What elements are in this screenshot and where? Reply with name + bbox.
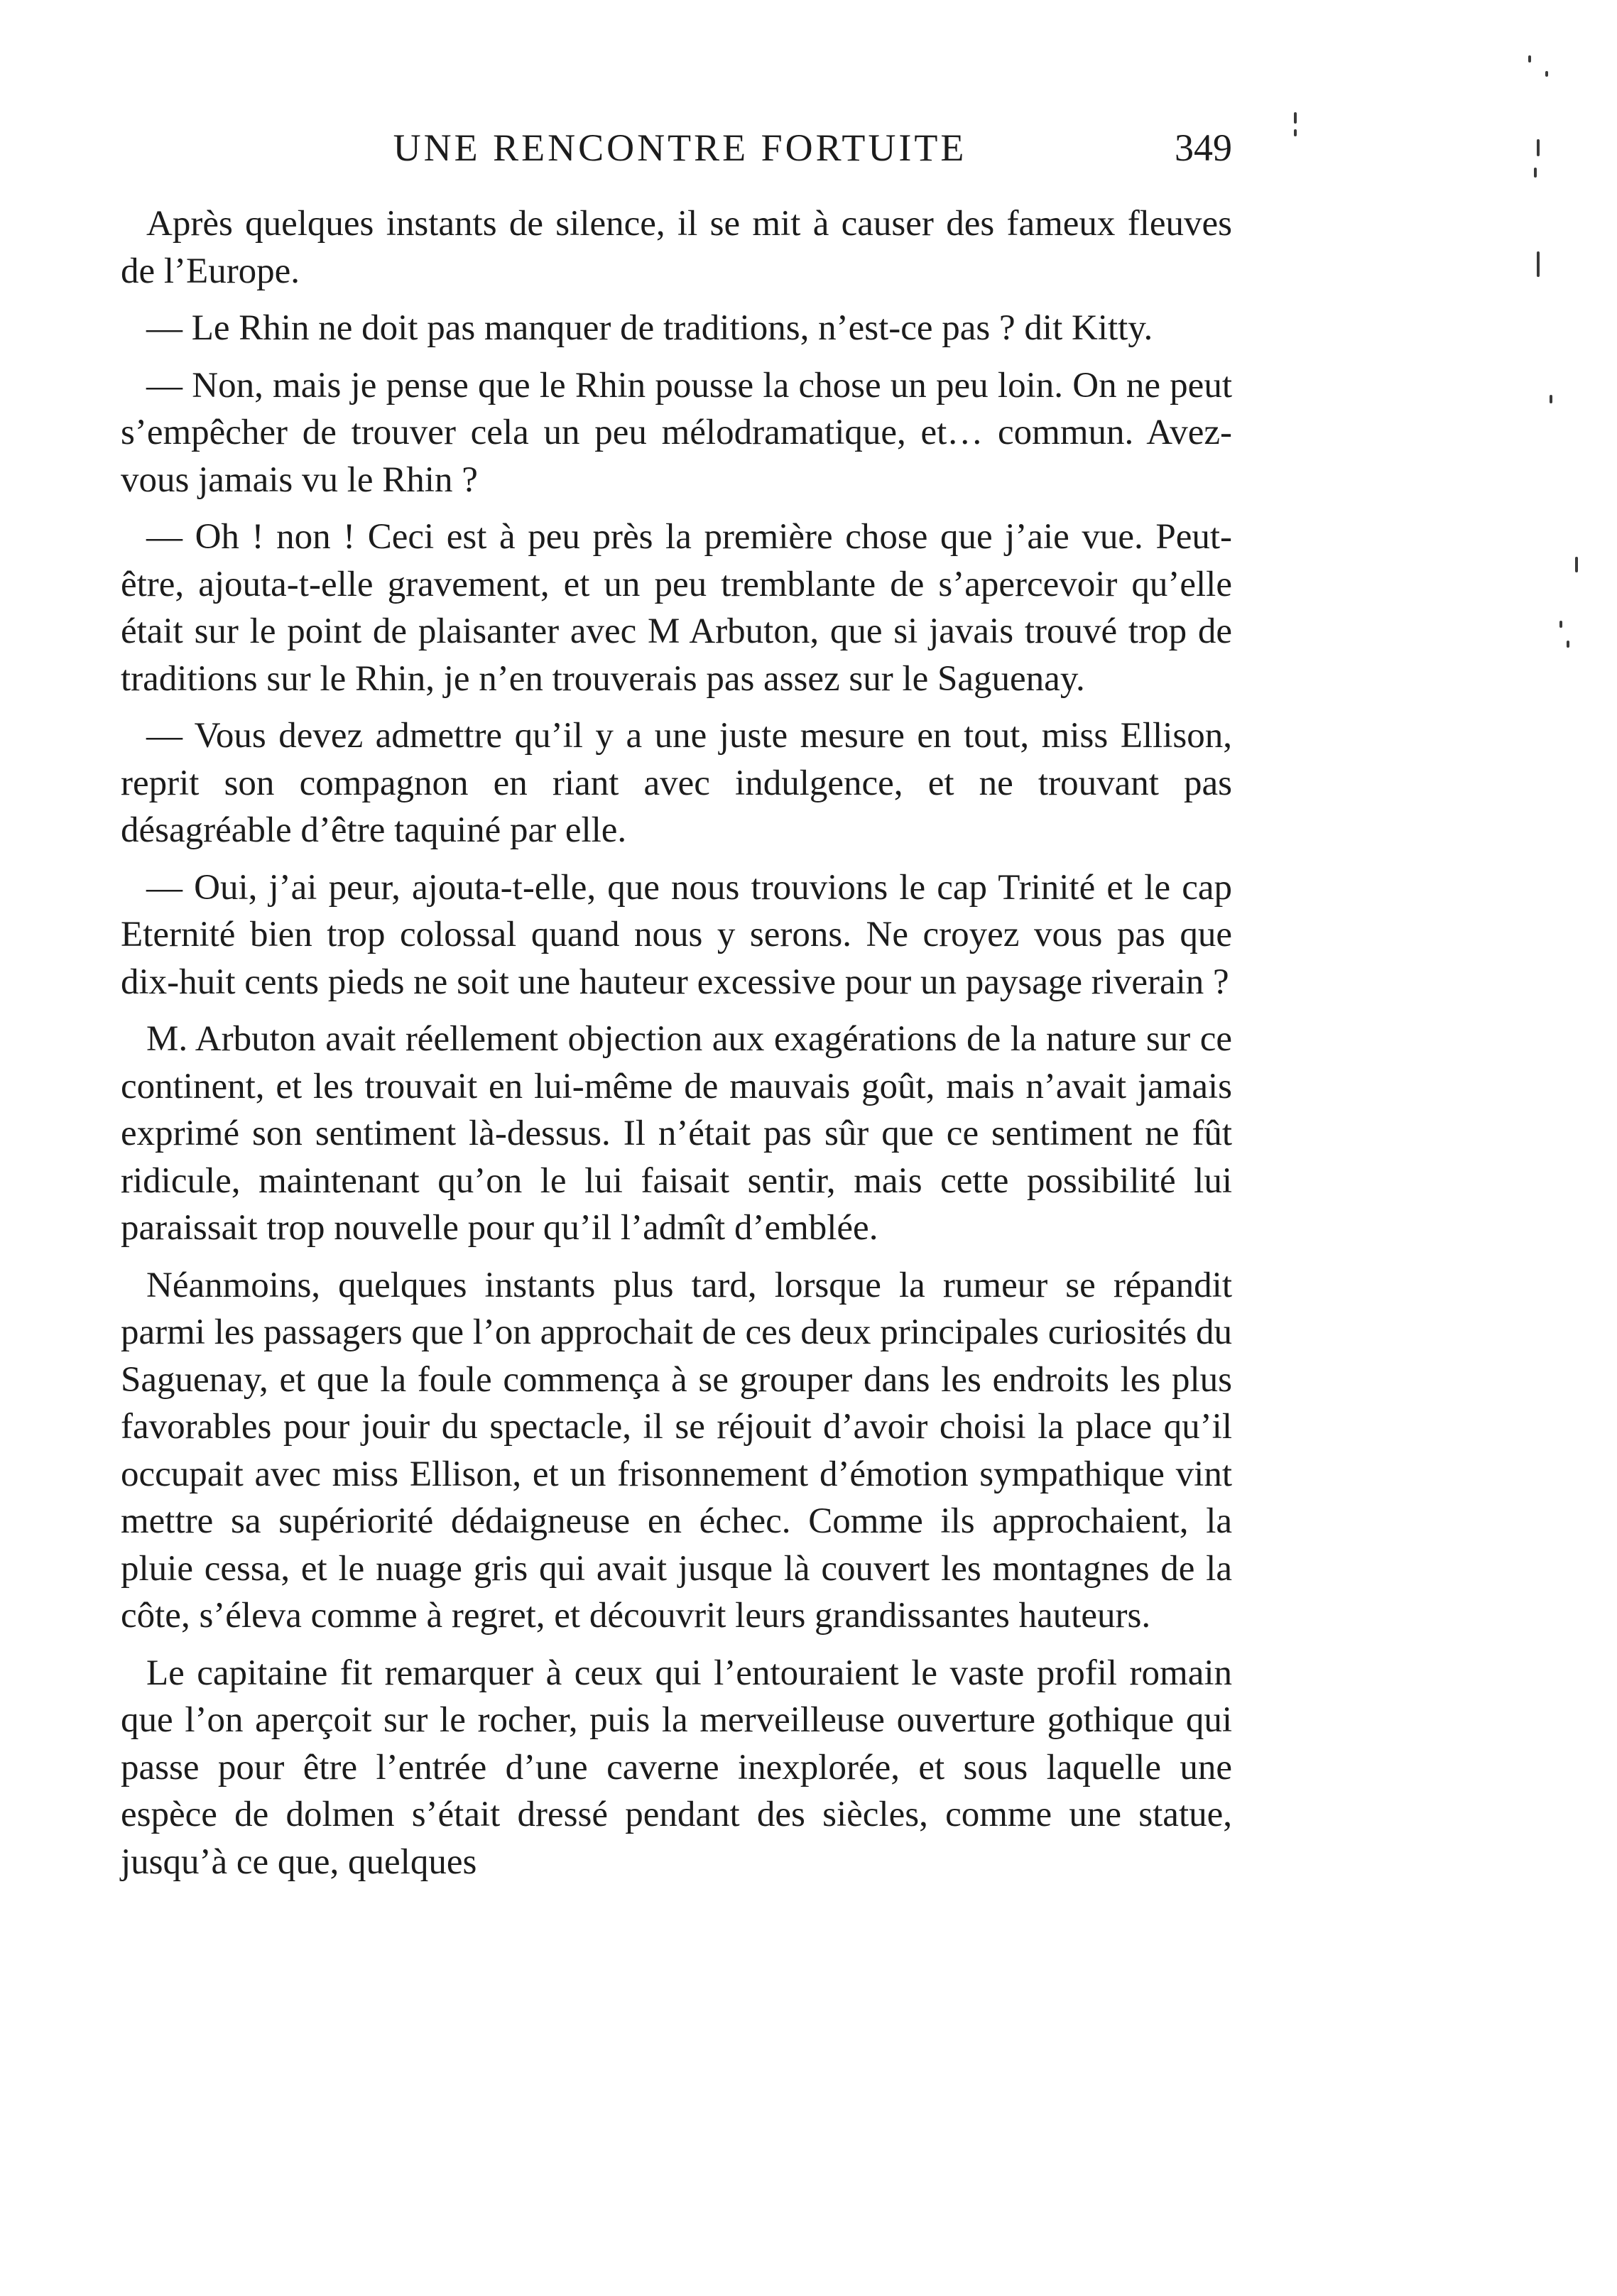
paragraph-6: — Oui, j’ai peur, ajouta-t-elle, que nous trouvions le cap Trinité et le cap Eternité bien trop colossal quand nous y serons. Ne croyez vous pas que dix-huit cents pieds ne soit une hauteur excessive pour un paysage riverain ? [121, 867, 1232, 1002]
scan-speck [1575, 557, 1578, 572]
paragraph-3: — Non, mais je pense que le Rhin pousse la chose un peu loin. On ne peut s’empêcher de trouver cela un peu mélodramatique, et… commun. Avez-vous jamais vu le Rhin ? [121, 365, 1232, 500]
scan-speck [1550, 395, 1552, 403]
scan-speck [1294, 129, 1297, 136]
scan-speck [1567, 641, 1569, 648]
scan-speck [1537, 251, 1540, 277]
paragraph-8: Néanmoins, quelques instants plus tard, lorsque la rumeur se répandit parmi les passagers que l’on approchait de ces deux principales curiosités du Saguenay, et que la foule commença à se grouper dans les endroits les plus favorables pour jouir du spectacle, il se réjouit d’avoir choisi la place qu’il occupait avec miss Ellison, et un frisonnement d’émotion sympathique vint mettre sa supériorité dédaigneuse en échec. Comme ils approchaient, la pluie cessa, et le nuage gris qui avait jusque là couvert les montagnes de la côte, s’éleva comme à regret, et découvrit leurs grandissantes hauteurs. [121, 1265, 1232, 1636]
paragraph-7: M. Arbuton avait réellement objection aux exagérations de la nature sur ce continent, et les trouvait en lui-même de mauvais goût, mais n’avait jamais exprimé son sentiment là-dessus. Il n’était pas sûr que ce sentiment ne fût ridicule, maintenant qu’on le lui faisait sentir, mais cette possibilité lui paraissait trop nouvelle pour qu’il l’admît d’emblée. [121, 1019, 1232, 1248]
paragraph-9: Le capitaine fit remarquer à ceux qui l’entouraient le vaste profil romain que l’on aperçoit sur le rocher, puis la merveilleuse ouverture gothique qui passe pour être l’entrée d’une caverne inexplorée, et sous laquelle une espèce de dolmen s’était dressé pendant des siècles, comme une statue, jusqu’à ce que, quelques [121, 1653, 1232, 1882]
scan-speck [1537, 139, 1540, 156]
scan-speck [1294, 112, 1297, 124]
paragraph-1: Après quelques instants de silence, il se mit à causer des fameux fleuves de l’Europe. [121, 204, 1232, 291]
scan-speck [1534, 168, 1537, 178]
body-text [121, 200, 1232, 1886]
page-number: 349 [1175, 126, 1232, 169]
scan-speck [1545, 71, 1548, 77]
paragraph-5: — Vous devez admettre qu’il y a une juste mesure en tout, miss Ellison, reprit son compagnon en riant avec indulgence, et ne trouvant pas désagréable d’être taquiné par elle. [121, 716, 1232, 850]
paragraph-2: — Le Rhin ne doit pas manquer de traditions, n’est-ce pas ? dit Kitty. [146, 308, 1153, 348]
scan-speck [1528, 55, 1531, 62]
paragraph-4: — Oh ! non ! Ceci est à peu près la première chose que j’aie vue. Peut-être, ajouta-t-elle gravement, et un peu tremblante de s’apercevoir qu’elle était sur le point de plaisanter avec M Arbuton, que si javais trouvé trop de traditions sur le Rhin, je n’en trouverais pas assez sur le Saguenay. [121, 517, 1232, 699]
scan-speck [1559, 621, 1562, 628]
running-head [128, 119, 1232, 176]
running-title: UNE RENCONTRE FORTUITE [393, 126, 967, 169]
